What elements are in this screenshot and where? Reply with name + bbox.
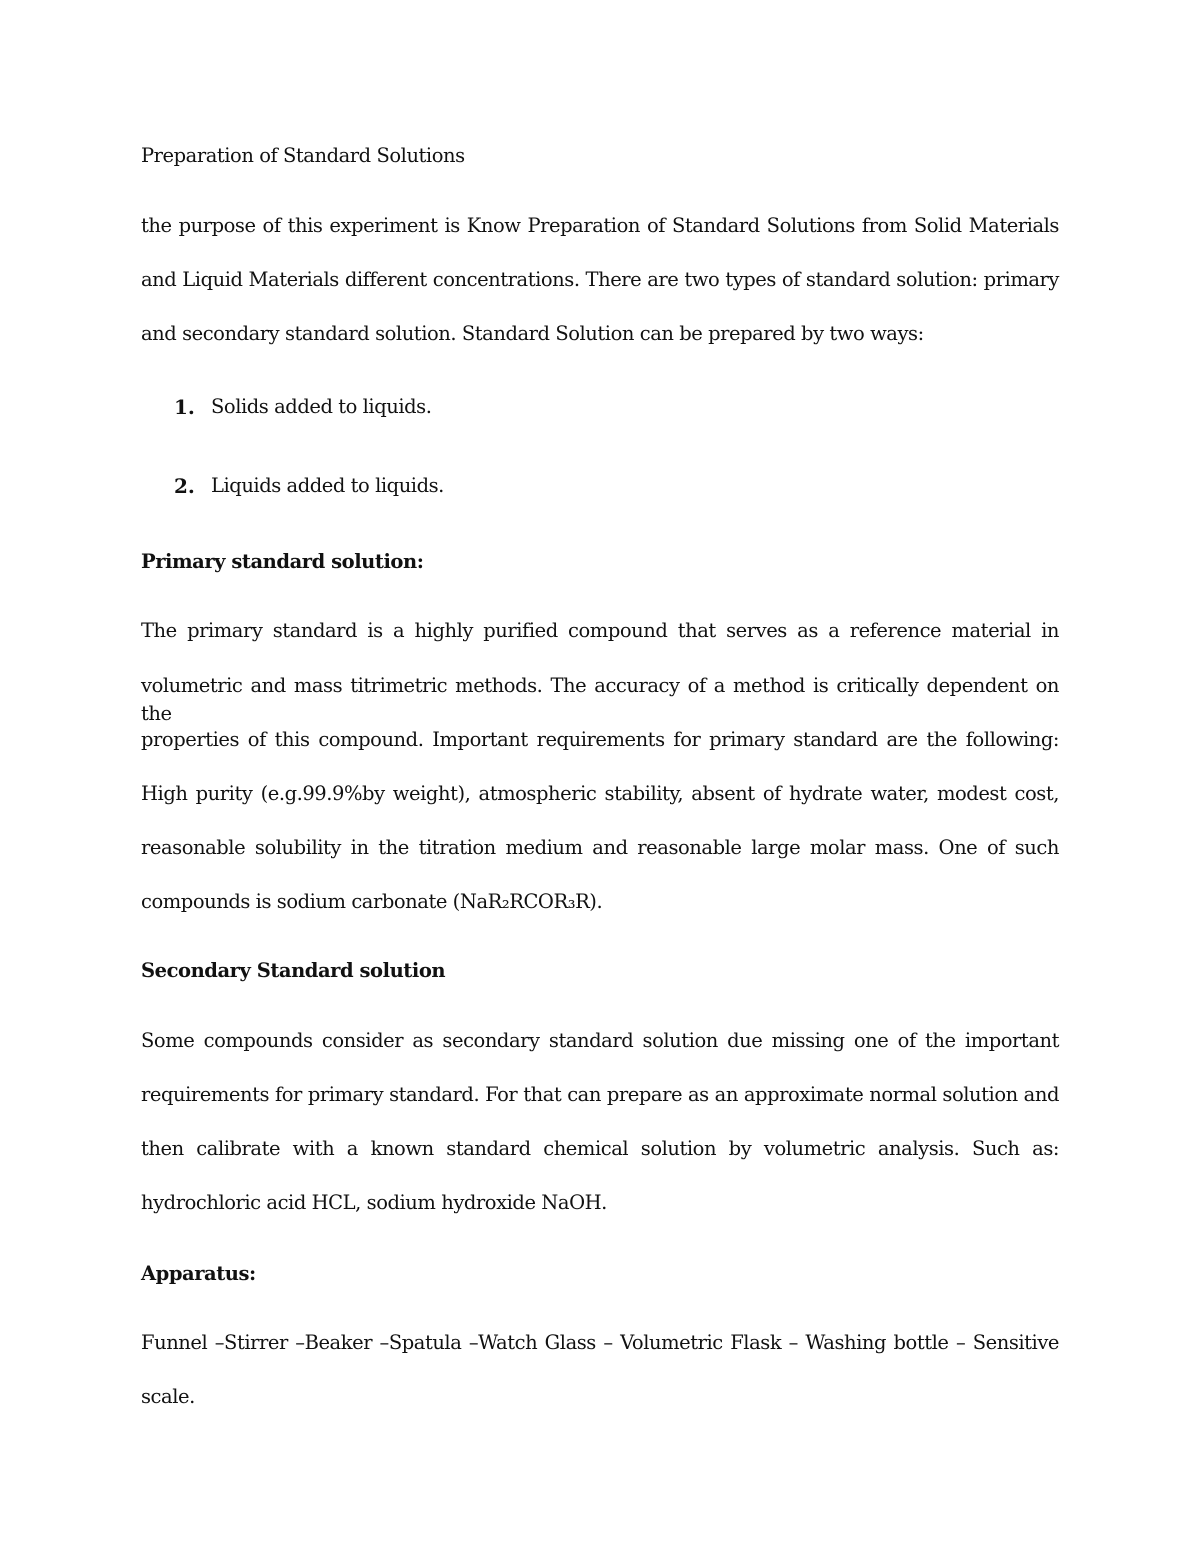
intro-line-3: and secondary standard solution. Standard Solution can be prepared by two ways: (141, 322, 924, 345)
secondary-line-2: requirements for primary standard. For that can prepare as an approximate normal solution and (141, 1083, 1059, 1106)
primary-line-6: compounds is sodium carbonate (NaR₂RCOR₃R). (141, 890, 603, 913)
secondary-line-3: then calibrate with a known standard chemical solution by volumetric analysis. Such as: (141, 1137, 1059, 1160)
document-title: Preparation of Standard Solutions (141, 144, 465, 167)
list-item-number: 2. (174, 474, 195, 498)
secondary-line-4: hydrochloric acid HCL, sodium hydroxide NaOH. (141, 1191, 607, 1214)
document-page (141, 0, 1059, 1553)
apparatus-line-1: Funnel –Stirrer –Beaker –Spatula –Watch Glass – Volumetric Flask – Washing bottle – Sensitive (141, 1331, 1059, 1354)
primary-line-4: High purity (e.g.99.9%by weight), atmospheric stability, absent of hydrate water, modest cost, (141, 782, 1059, 805)
intro-line-1: the purpose of this experiment is Know Preparation of Standard Solutions from Solid Materials (141, 214, 1059, 237)
primary-line-3: properties of this compound. Important requirements for primary standard are the following: (141, 728, 1059, 751)
primary-line-2: volumetric and mass titrimetric methods. The accuracy of a method is critically dependent on the (141, 674, 1059, 725)
apparatus-heading: Apparatus: (141, 1262, 256, 1285)
primary-heading: Primary standard solution: (141, 550, 424, 573)
list-item-number: 1. (174, 395, 195, 419)
secondary-heading: Secondary Standard solution (141, 959, 446, 982)
intro-line-2: and Liquid Materials different concentrations. There are two types of standard solution: primary (141, 268, 1059, 291)
list-item-text: Liquids added to liquids. (211, 474, 444, 497)
secondary-line-1: Some compounds consider as secondary standard solution due missing one of the important (141, 1029, 1059, 1052)
list-item-text: Solids added to liquids. (211, 395, 432, 418)
primary-line-5: reasonable solubility in the titration medium and reasonable large molar mass. One of such (141, 836, 1059, 859)
apparatus-line-2: scale. (141, 1385, 195, 1408)
primary-line-1: The primary standard is a highly purified compound that serves as a reference material in (141, 619, 1059, 642)
